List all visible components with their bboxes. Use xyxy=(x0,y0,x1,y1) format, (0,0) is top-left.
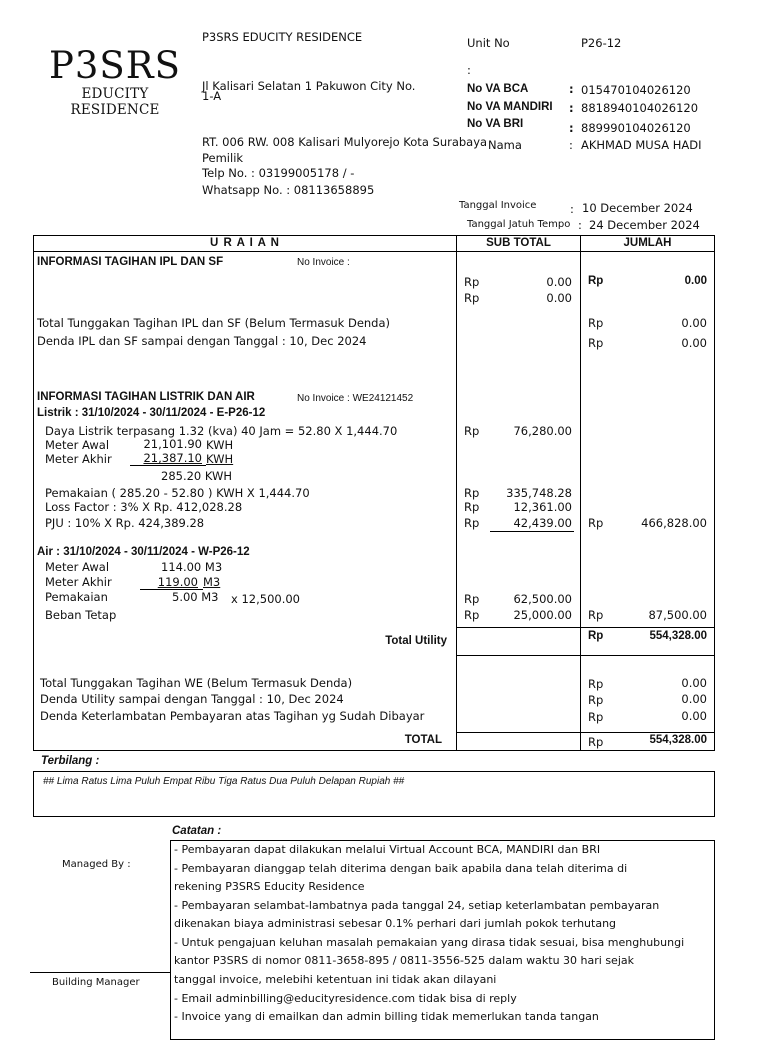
total-utility-value: 554,328.00 xyxy=(649,630,707,642)
amount-in-words-box xyxy=(33,771,715,817)
pju-tax: PJU : 10% X Rp. 424,389.28 xyxy=(45,516,205,530)
ipl-arrears-label: Total Tunggakan Tagihan IPL dan SF (Belum Termasuk Denda) xyxy=(37,316,391,330)
invoice-date-label: Tanggal Invoice xyxy=(459,200,537,211)
electricity-capacity-value: 76,280.00 xyxy=(513,424,572,438)
ipl-sub-2: 0.00 xyxy=(546,291,572,305)
rp-label: Rp xyxy=(588,275,604,287)
rp-label: Rp xyxy=(588,677,604,691)
due-date-label: Tanggal Jatuh Tempo xyxy=(467,219,571,230)
fixed-charge-label: Beban Tetap xyxy=(45,608,117,622)
fixed-charge-value: 25,000.00 xyxy=(513,608,572,622)
rp-label: Rp xyxy=(464,500,480,514)
ipl-arrears-value: 0.00 xyxy=(681,316,707,330)
note-line: - Email adminbilling@educityresidence.com tidak bisa di reply xyxy=(174,992,517,1005)
invoice-date-sep: : xyxy=(570,202,574,216)
water-jumlah: 87,500.00 xyxy=(648,608,707,622)
note-line: kantor P3SRS di nomor 0811-3658-895 / 0811-3556-525 dalam waktu 30 hari sejak xyxy=(174,954,634,967)
water-meter-start: 114.00 M3 xyxy=(161,560,223,574)
phone-number: Telp No. : 03199005178 / - xyxy=(202,166,355,180)
water-meter-end-label: Meter Akhir xyxy=(45,575,112,589)
va-bca-sep: : xyxy=(569,82,574,96)
managed-by-label: Managed By : xyxy=(62,859,131,870)
company-logo xyxy=(40,46,190,118)
va-mandiri-label: No VA MANDIRI xyxy=(467,101,553,113)
utility-arrears-value: 0.00 xyxy=(681,676,707,690)
rp-label: Rp xyxy=(464,592,480,606)
electricity-usage-value: 335,748.28 xyxy=(506,486,572,500)
total-label: TOTAL xyxy=(404,734,442,746)
address-line-2: RT. 006 RW. 008 Kalisari Mulyorejo Kota Surabaya xyxy=(202,135,488,149)
electricity-meter-end-label: Meter Akhir xyxy=(45,452,112,466)
rp-label: Rp xyxy=(588,316,604,330)
electricity-usage-diff: 285.20 KWH xyxy=(161,469,233,483)
ipl-section-title: INFORMASI TAGIHAN IPL DAN SF xyxy=(37,256,224,268)
building-manager-label: Building Manager xyxy=(52,977,140,988)
nama-value: AKHMAD MUSA HADI xyxy=(581,138,702,152)
water-usage-label: Pemakaian xyxy=(45,590,108,604)
ipl-penalty-label: Denda IPL dan SF sampai dengan Tanggal : 10, Dec 2024 xyxy=(37,334,367,348)
water-usage-value: 62,500.00 xyxy=(513,592,572,606)
electricity-meter-start: 21,101.90 xyxy=(143,437,202,451)
header-jumlah: JUMLAH xyxy=(623,237,672,249)
amount-in-words: ## Lima Ratus Lima Puluh Empat Ribu Tiga Ratus Dua Puluh Delapan Rupiah ## xyxy=(43,776,405,787)
note-line: rekening P3SRS Educity Residence xyxy=(174,880,365,893)
rp-label: Rp xyxy=(464,516,480,530)
utility-arrears-label: Total Tunggakan Tagihan WE (Belum Termasuk Denda) xyxy=(40,676,353,690)
va-bri-sep: : xyxy=(569,121,574,135)
note-line: - Untuk pengajuan keluhan masalah pemakaian yang dirasa tidak sesuai, bisa menghubungi xyxy=(174,936,685,949)
rp-label: Rp xyxy=(464,275,480,289)
water-usage: 5.00 M3 xyxy=(172,590,219,604)
water-meter-end: 119.00 xyxy=(157,575,198,589)
rp-label: Rp xyxy=(588,608,604,622)
unit-no-label: Unit No xyxy=(467,36,510,50)
total-utility-label: Total Utility xyxy=(385,635,447,647)
ipl-jumlah: 0.00 xyxy=(684,275,707,287)
va-mandiri-sep: : xyxy=(569,101,574,115)
notes-label: Catatan : xyxy=(172,825,222,837)
header-uraian: U R A I A N xyxy=(210,237,280,249)
rp-label: Rp xyxy=(588,336,604,350)
nama-sep: : xyxy=(569,138,573,152)
water-rate: x 12,500.00 xyxy=(231,592,300,606)
kwh-unit: KWH xyxy=(206,452,234,466)
due-date-value: 24 December 2024 xyxy=(589,218,700,232)
note-line: - Pembayaran dianggap telah diterima dengan baik apabila dana telah diterima di xyxy=(174,862,628,875)
note-line: - Invoice yang di emailkan dan admin billing tidak memerlukan tanda tangan xyxy=(174,1010,599,1023)
note-line: dikenakan biaya administrasi sebesar 0.1% perhari dari jumlah pokok terhutang xyxy=(174,917,617,930)
utility-section-title: INFORMASI TAGIHAN LISTRIK DAN AIR xyxy=(37,391,255,403)
water-meter-start-label: Meter Awal xyxy=(45,560,110,574)
ipl-penalty-value: 0.00 xyxy=(681,336,707,350)
total-value: 554,328.00 xyxy=(649,734,707,746)
loss-factor-value: 12,361.00 xyxy=(513,500,572,514)
late-payment-label: Denda Keterlambatan Pembayaran atas Tagihan yg Sudah Dibayar xyxy=(40,709,425,723)
electricity-period: Listrik : 31/10/2024 - 30/11/2024 - E-P26-12 xyxy=(37,407,266,419)
va-bri-value: 889990104026120 xyxy=(581,121,691,135)
nama-label: Nama xyxy=(488,138,522,152)
header-subtotal: SUB TOTAL xyxy=(486,237,551,249)
rp-label: Rp xyxy=(588,710,604,724)
note-line: tanggal invoice, melebihi ketentuan ini tidak akan dilayani xyxy=(174,973,497,986)
rp-label: Rp xyxy=(588,516,604,530)
rp-label: Rp xyxy=(588,693,604,707)
utility-penalty-value: 0.00 xyxy=(681,692,707,706)
late-payment-value: 0.00 xyxy=(681,709,707,723)
m3-unit: M3 xyxy=(203,575,221,589)
unit-extra-colon: : xyxy=(467,63,471,77)
due-date-sep: : xyxy=(578,218,582,232)
rp-label: Rp xyxy=(464,608,480,622)
unit-no-value: P26-12 xyxy=(581,36,622,50)
electricity-usage: Pemakaian ( 285.20 - 52.80 ) KWH X 1,444.70 xyxy=(45,486,310,500)
owner-label: Pemilik xyxy=(202,151,244,165)
ipl-sub-1: 0.00 xyxy=(546,275,572,289)
electricity-capacity: Daya Listrik terpasang 1.32 (kva) 40 Jam = 52.80 X 1,444.70 xyxy=(45,424,398,438)
rp-label: Rp xyxy=(588,630,604,642)
electricity-meter-end: 21,387.10 xyxy=(143,451,202,465)
electricity-jumlah: 466,828.00 xyxy=(641,516,707,530)
va-mandiri-value: 8818940104026120 xyxy=(581,101,699,115)
whatsapp-number: Whatsapp No. : 08113658895 xyxy=(202,183,375,197)
address-line-1: Jl Kalisari Selatan 1 Pakuwon City No. 1-A xyxy=(202,79,416,103)
logo-subtitle: EDUCITY RESIDENCE xyxy=(70,86,160,118)
logo-mark: P3SRS xyxy=(49,44,181,87)
electricity-meter-start-label: Meter Awal xyxy=(45,438,110,452)
note-line: - Pembayaran dapat dilakukan melalui Virtual Account BCA, MANDIRI dan BRI xyxy=(174,843,601,856)
utility-penalty-label: Denda Utility sampai dengan Tanggal : 10, Dec 2024 xyxy=(40,692,344,706)
loss-factor: Loss Factor : 3% X Rp. 412,028.28 xyxy=(45,500,243,514)
va-bri-label: No VA BRI xyxy=(467,118,524,130)
rp-label: Rp xyxy=(464,424,480,438)
utility-invoice-no: No Invoice : WE24121452 xyxy=(297,393,414,404)
va-bca-label: No VA BCA xyxy=(467,83,529,95)
pju-tax-value: 42,439.00 xyxy=(513,516,572,530)
rp-label: Rp xyxy=(464,486,480,500)
amount-in-words-label: Terbilang : xyxy=(41,755,100,767)
water-period: Air : 31/10/2024 - 30/11/2024 - W-P26-12 xyxy=(37,546,250,558)
va-bca-value: 015470104026120 xyxy=(581,83,691,97)
kwh-unit: KWH xyxy=(206,438,234,452)
ipl-invoice-no: No Invoice : xyxy=(297,257,350,268)
rp-label: Rp xyxy=(588,735,604,749)
note-line: - Pembayaran selambat-lambatnya pada tanggal 24, setiap keterlambatan pembayaran xyxy=(174,899,660,912)
rp-label: Rp xyxy=(464,291,480,305)
invoice-date-value: 10 December 2024 xyxy=(582,201,693,215)
company-name: P3SRS EDUCITY RESIDENCE xyxy=(202,30,363,44)
